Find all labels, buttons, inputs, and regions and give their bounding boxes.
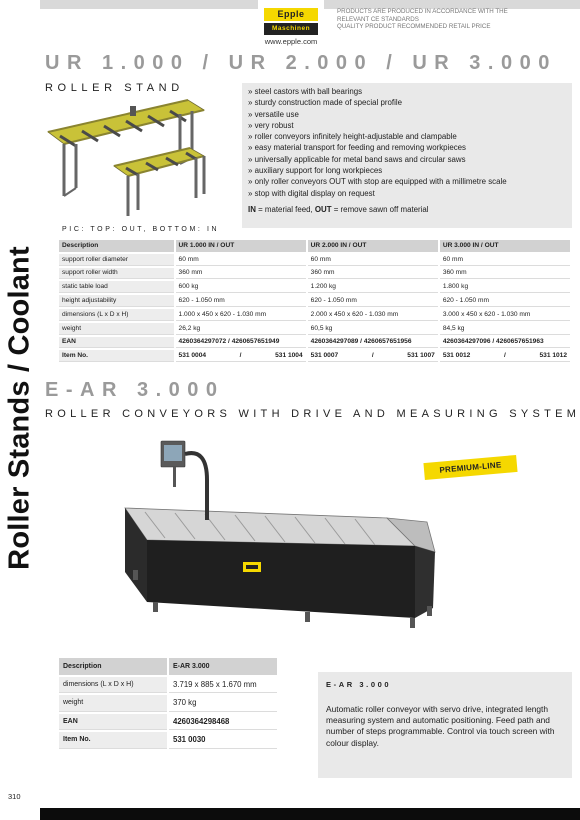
feature-item: » sturdy construction made of special profile: [248, 97, 566, 108]
row-label: Item No.: [59, 732, 167, 749]
section2-title: E-AR 3.000: [45, 379, 225, 401]
feature-list-panel: [242, 83, 572, 228]
table-header: Description: [59, 658, 167, 675]
table-cell: 1.800 kg: [440, 281, 570, 293]
table-header-row: [59, 658, 277, 675]
table-header-row: [59, 240, 570, 252]
ean-row: [59, 714, 277, 731]
item-number-cell: [176, 350, 306, 362]
row-label: support roller width: [59, 268, 174, 280]
ean-cell: 4260364297072 / 4260657651949: [176, 337, 306, 349]
table-cell: 620 - 1.050 mm: [308, 295, 438, 307]
table-cell: 370 kg: [169, 695, 277, 712]
table-header: E-AR 3.000: [169, 658, 277, 675]
section2-subtitle: ROLLER CONVEYORS WITH DRIVE AND MEASURING SYSTEM: [45, 408, 580, 420]
logo-url[interactable]: www.epple.com: [264, 37, 318, 46]
item-number-separator: /: [503, 352, 506, 360]
feature-item: » steel castors with ball bearings: [248, 86, 566, 97]
roller-stand-in: [114, 148, 204, 216]
feature-item: » roller conveyors infinitely height-adjustable and clampable: [248, 131, 566, 142]
row-label: support roller diameter: [59, 254, 174, 266]
conveyor-description-panel: [318, 672, 572, 778]
roller-stand-out: [48, 100, 204, 196]
row-label: weight: [59, 695, 167, 712]
table-cell: 1.000 x 450 x 620 - 1.030 mm: [176, 309, 306, 321]
feature-item: » auxiliary support for long workpieces: [248, 165, 566, 176]
section1-subtitle: ROLLER STAND: [45, 82, 184, 94]
item-number-out: 531 1012: [539, 352, 567, 360]
logo-subtitle: Maschinen: [264, 23, 318, 35]
ean-cell: 4260364297096 / 4260657651963: [440, 337, 570, 349]
roller-stand-image: [40, 96, 240, 224]
section1-title: UR 1.000 / UR 2.000 / UR 3.000: [45, 52, 557, 74]
item-number-separator: /: [239, 352, 242, 360]
table-row: [59, 295, 570, 307]
item-number-cell: [308, 350, 438, 362]
bottom-band: [40, 808, 580, 820]
table-row: [59, 323, 570, 335]
row-label: EAN: [59, 337, 174, 349]
table-row: [59, 309, 570, 321]
item-number-out: 531 1007: [407, 352, 435, 360]
table-header: UR 1.000 IN / OUT: [176, 240, 306, 252]
feature-item: » only roller conveyors OUT with stop are equipped with a millimetre scale: [248, 176, 566, 187]
table-cell: 60 mm: [440, 254, 570, 266]
table-header: UR 2.000 IN / OUT: [308, 240, 438, 252]
feature-item: » stop with digital display on request: [248, 188, 566, 199]
table-row: [59, 254, 570, 266]
ce-note-line: PRODUCTS ARE PRODUCED IN ACCORDANCE WITH THE: [337, 8, 508, 15]
item-number-row: [59, 350, 570, 362]
legend-in: IN: [248, 204, 256, 214]
ean-row: [59, 337, 570, 349]
in-out-legend: [248, 204, 566, 215]
row-label: height adjustability: [59, 295, 174, 307]
item-number-in: 531 0004: [178, 352, 207, 360]
table-row: [59, 695, 277, 712]
feature-item: » very robust: [248, 120, 566, 131]
item-number-in: 531 0012: [442, 352, 471, 360]
ce-notes: [337, 8, 567, 31]
feature-list: [248, 86, 566, 199]
item-number-row: [59, 732, 277, 749]
table-cell: 360 mm: [176, 268, 306, 280]
table-header: Description: [59, 240, 174, 252]
logo-brand: Epple: [264, 8, 318, 21]
roller-stand-spec-table: [57, 238, 572, 364]
table-cell: 84,5 kg: [440, 323, 570, 335]
picture-caption: PIC: TOP: OUT, BOTTOM: IN: [62, 226, 220, 233]
page-number: 310: [8, 792, 21, 801]
table-row: [59, 677, 277, 694]
description-title: E-AR 3.000: [326, 680, 392, 689]
row-label: weight: [59, 323, 174, 335]
table-row: [59, 268, 570, 280]
row-label: Item No.: [59, 350, 174, 362]
ce-note-line: RELEVANT CE STANDARDS: [337, 15, 419, 23]
ean-cell: 4260364298468: [169, 714, 277, 731]
ce-note-line: QUALITY PRODUCT RECOMMENDED RETAIL PRICE: [337, 23, 491, 31]
table-cell: 3.000 x 450 x 620 - 1.030 mm: [440, 309, 570, 321]
row-label: dimensions (L x D x H): [59, 677, 167, 694]
table-cell: 2.000 x 450 x 620 - 1.030 mm: [308, 309, 438, 321]
legend-in-text: = material feed,: [255, 204, 315, 214]
item-number-out: 531 1004: [275, 352, 303, 360]
feature-item: » versatile use: [248, 109, 566, 120]
table-cell: 600 kg: [176, 281, 306, 293]
ean-cell: 4260364297089 / 4260657651956: [308, 337, 438, 349]
row-label: EAN: [59, 714, 167, 731]
conveyor-spec-table: [57, 656, 279, 751]
item-number-cell: 531 0030: [169, 732, 277, 749]
feature-item: » easy material transport for feeding and removing workpieces: [248, 142, 566, 153]
table-cell: 60 mm: [308, 254, 438, 266]
item-number-separator: /: [371, 352, 374, 360]
table-cell: 26,2 kg: [176, 323, 306, 335]
table-cell: 60 mm: [176, 254, 306, 266]
legend-out-text: = remove sawn off material: [331, 204, 429, 214]
table-cell: 60,5 kg: [308, 323, 438, 335]
table-cell: 360 mm: [308, 268, 438, 280]
premium-line-badge: PREMIUM-LINE: [423, 455, 517, 480]
table-cell: 1.200 kg: [308, 281, 438, 293]
item-number-in: 531 0007: [310, 352, 339, 360]
table-cell: 620 - 1.050 mm: [176, 295, 306, 307]
description-text: Automatic roller conveyor with servo drive, integrated length measuring system and automatic positioning. Feed path and number of steps programmable. Control via touch screen with colour display.: [326, 704, 555, 748]
legend-out: OUT: [314, 204, 332, 214]
table-cell: 3.719 x 885 x 1.670 mm: [169, 677, 277, 694]
table-header: UR 3.000 IN / OUT: [440, 240, 570, 252]
row-label: dimensions (L x D x H): [59, 309, 174, 321]
table-row: [59, 281, 570, 293]
table-cell: 360 mm: [440, 268, 570, 280]
row-label: static table load: [59, 281, 174, 293]
feature-item: » universally applicable for metal band saws and circular saws: [248, 154, 566, 165]
side-section-label: Roller Stands / Coolant: [3, 246, 36, 570]
item-number-cell: [440, 350, 570, 362]
side-section-title: [2, 246, 38, 570]
table-cell: 620 - 1.050 mm: [440, 295, 570, 307]
